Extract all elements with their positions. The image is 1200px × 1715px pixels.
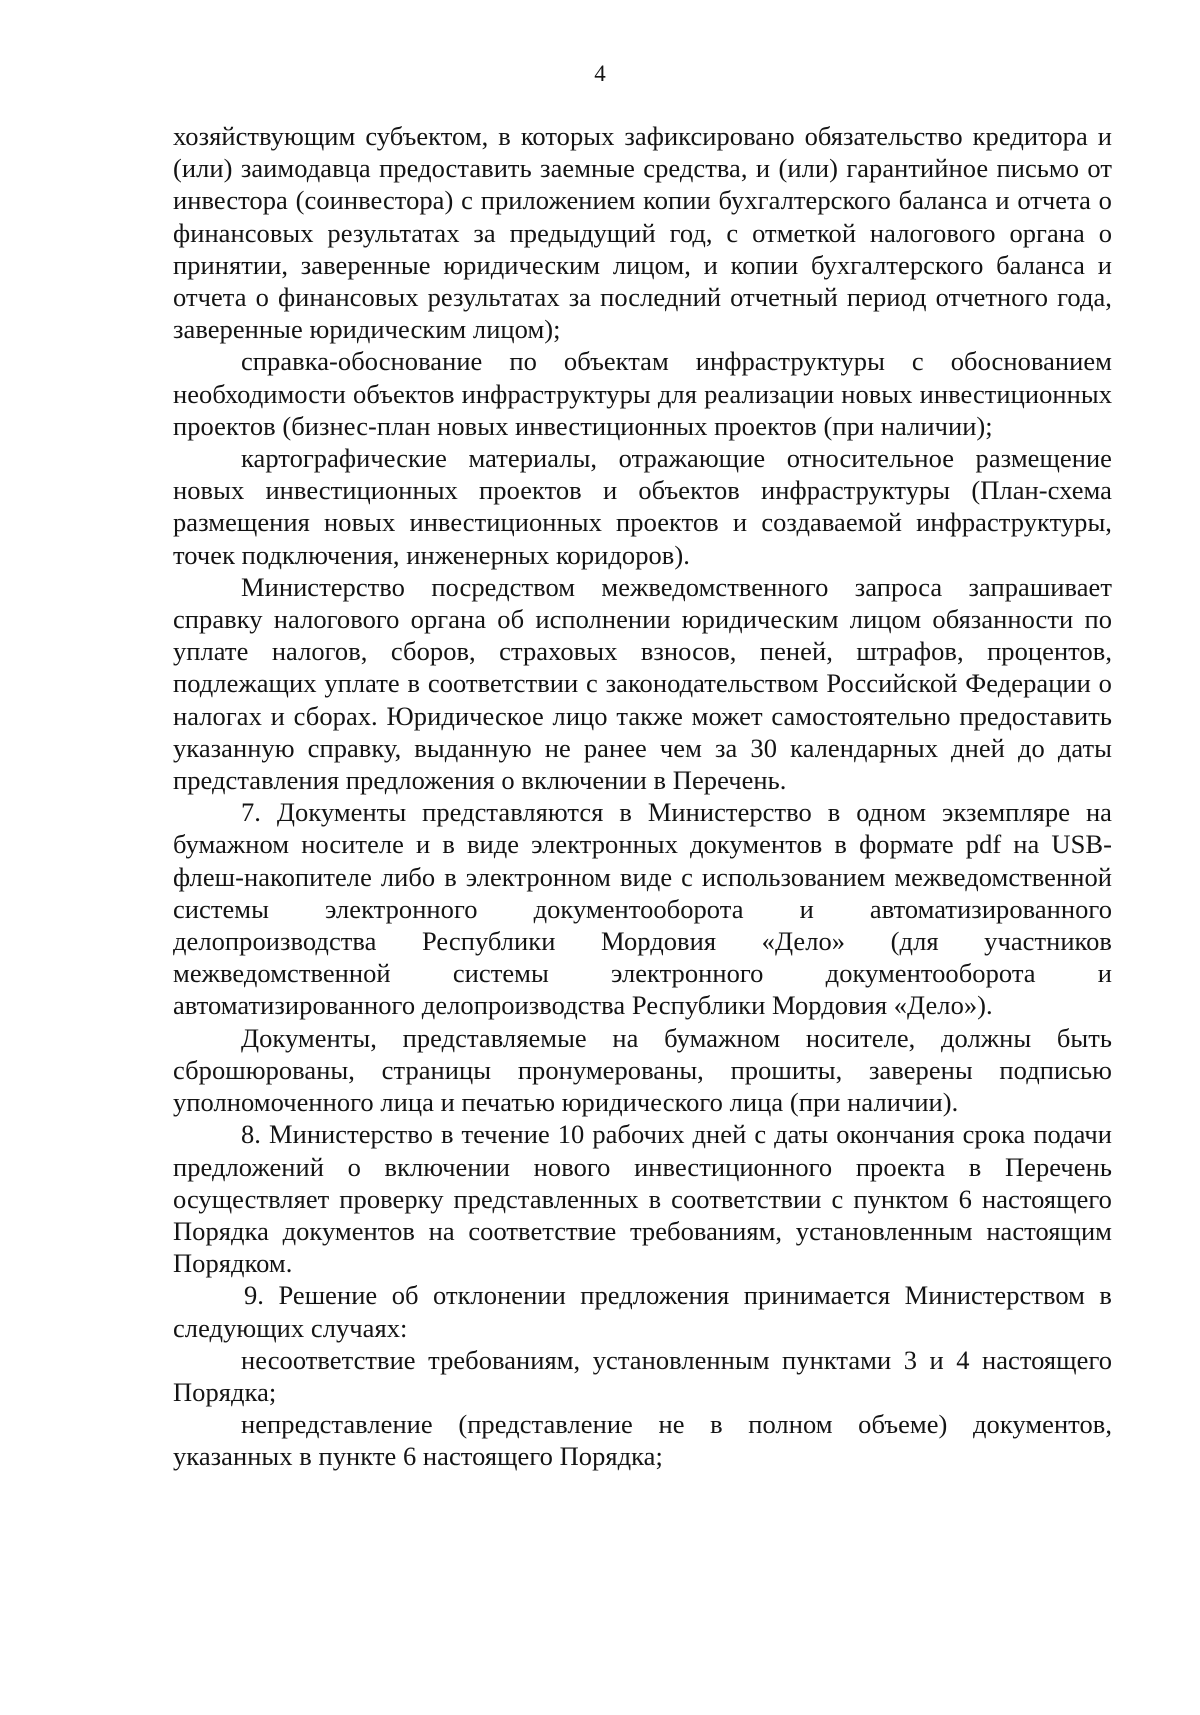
paragraph-nonconformity: несоответствие требованиям, установленным пунктами 3 и 4 настоящего Порядка;	[173, 1344, 1112, 1407]
paragraph-continuation: хозяйствующим субъектом, в которых зафиксировано обязательство кредитора и (или) заимодавца предоставить заемные средства, и (или) гарантийное письмо от инвестора (соинвестора) с приложением копии бухгалтерского баланса и отчета о финансовых результатах за предыдущий год, с отметкой налогового органа о принятии, заверенные юридическим лицом, и копии бухгалтерского баланса и отчета о финансовых результатах за последний отчетный период отчетного года, заверенные юридическим лицом);	[173, 121, 1112, 345]
document-body	[173, 120, 1112, 1473]
page-number: 4	[594, 61, 606, 86]
paragraph-justification-certificate: справка-обоснование по объектам инфраструктуры с обоснованием необходимости объектов инфраструктуры для реализации новых инвестиционных проектов (бизнес-план новых инвестиционных проектов (при наличии);	[173, 346, 1112, 441]
paragraph-cartographic-materials: картографические материалы, отражающие относительное размещение новых инвестиционных проектов и объектов инфраструктуры (План-схема размещения новых инвестиционных проектов и создаваемой инфраструктуры, точек подключения, инженерных коридоров).	[173, 443, 1112, 570]
paragraph-item-7: 7. Документы представляются в Министерство в одном экземпляре на бумажном носителе и в виде электронных документов в формате pdf на USB-флеш-накопителе либо в электронном виде с использованием межведомственной системы электронного документооборота и автоматизированного делопроизводства Республики Мордовия «Дело» (для участников межведомственной системы электронного документооборота и автоматизированного делопроизводства Республики Мордовия «Дело»).	[173, 797, 1112, 1021]
paragraph-interagency-request: Министерство посредством межведомственного запроса запрашивает справку налогового органа об исполнении юридическим лицом обязанности по уплате налогов, сборов, страховых взносов, пеней, штрафов, процентов, подлежащих уплате в соответствии с законодательством Российской Федерации о налогах и сборах. Юридическое лицо также может самостоятельно предоставить указанную справку, выданную не ранее чем за 30 календарных дней до даты представления предложения о включении в Перечень.	[173, 571, 1112, 796]
paragraph-nonsubmission: непредставление (представление не в полном объеме) документов, указанных в пункте 6 настоящего Порядка;	[173, 1409, 1112, 1472]
paragraph-item-8: 8. Министерство в течение 10 рабочих дней с даты окончания срока подачи предложений о включении нового инвестиционного проекта в Перечень осуществляет проверку представленных в соответствии с пунктом 6 настоящего Порядка документов на соответствие требованиям, установленным настоящим Порядком.	[173, 1119, 1112, 1279]
paragraph-paper-documents: Документы, представляемые на бумажном носителе, должны быть сброшюрованы, страницы пронумерованы, прошиты, заверены подписью уполномоченного лица и печатью юридического лица (при наличии).	[173, 1022, 1112, 1118]
paragraph-item-9: 9. Решение об отклонении предложения принимается Министерством в следующих случаях:	[173, 1280, 1112, 1343]
